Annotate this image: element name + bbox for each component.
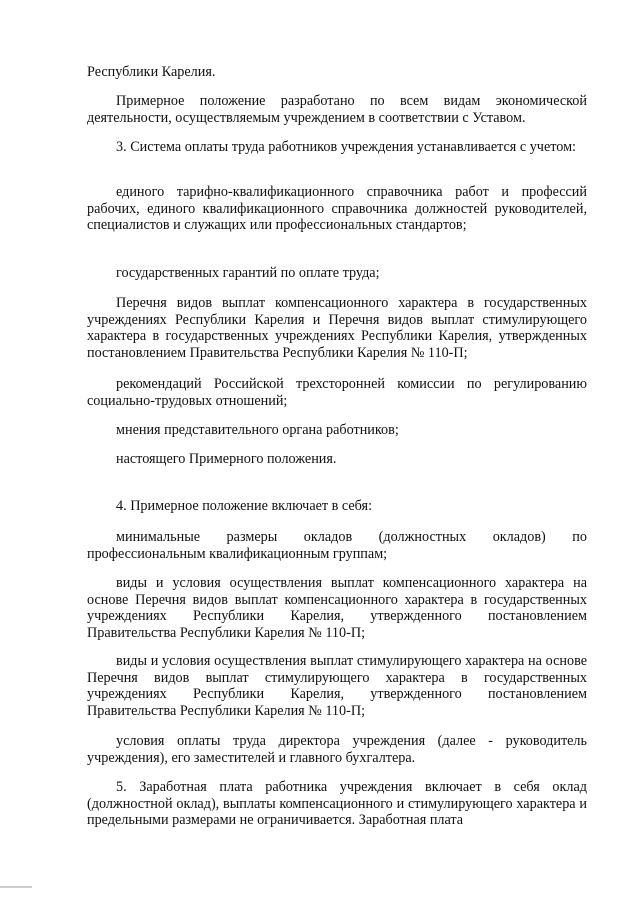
paragraph-scope: Примерное положение разработано по всем видам экономической деятельности, осуществляемым учреждением в соответствии с Уставом. xyxy=(87,93,587,126)
paragraph-item-4: 4. Примерное положение включает в себя: xyxy=(116,498,373,514)
list-item-salary-minimums: минимальные размеры окладов (должностных окладов) по профессиональным квалификационным группам; xyxy=(87,529,587,562)
scan-edge-mark xyxy=(0,886,32,888)
paragraph-item-3: 3. Система оплаты труда работников учреждения устанавливается с учетом: xyxy=(116,139,576,155)
list-item-regulation: настоящего Примерного положения. xyxy=(116,451,337,467)
list-item-commission: рекомендаций Российской трехсторонней комиссии по регулированию социально-трудовых отношений; xyxy=(87,376,587,409)
paragraph-continuation: Республики Карелия. xyxy=(87,64,216,80)
list-item-incentive-payments: виды и условия осуществления выплат стимулирующего характера на основе Перечня видов выплат стимулирующего характера в государственных учреждениях Республики Карелия, утвержденного постановлением Правительства Республики Карелия № 110-П; xyxy=(87,653,587,719)
list-item-compensation-payments: виды и условия осуществления выплат компенсационного характера на основе Перечня видов выплат компенсационного характера в государственных учреждениях Республики Карелия, утвержденного постановлением Правительства Республики Карелия № 110-П; xyxy=(87,575,587,641)
list-item-representative-body: мнения представительного органа работников; xyxy=(116,422,399,438)
list-item-payment-lists: Перечня видов выплат компенсационного характера в государственных учреждениях Республики Карелия и Перечня видов выплат стимулирующего характера в государственных учреждениях Республики Карелия, утвержденных постановлением Правительства Республики Карелия № 110-П; xyxy=(87,295,587,361)
list-item-director-pay: условия оплаты труда директора учреждения (далее - руководитель учреждения), его заместителей и главного бухгалтера. xyxy=(87,733,587,766)
list-item-guarantees: государственных гарантий по оплате труда; xyxy=(116,265,380,281)
paragraph-item-5: 5. Заработная плата работника учреждения включает в себя оклад (должностной оклад), выплаты компенсационного и стимулирующего характера и предельными размерами не ограничивается. Заработная плата xyxy=(87,779,587,829)
list-item-classifiers: единого тарифно-квалификационного справочника работ и профессий рабочих, единого квалификационного справочника должностей руководителей, специалистов и служащих или профессиональных стандартов; xyxy=(87,184,587,234)
